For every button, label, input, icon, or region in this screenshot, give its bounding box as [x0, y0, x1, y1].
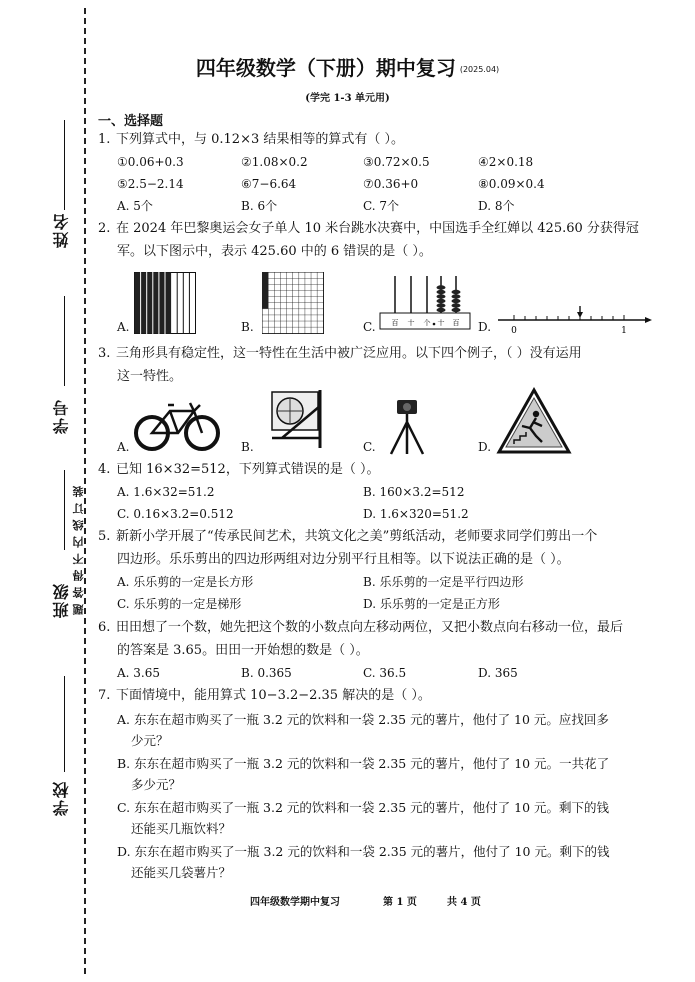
bicycle-image: [132, 397, 222, 455]
q5-option: A. 乐乐剪的一定是长方形: [117, 575, 254, 589]
q5-line2: 四边形。乐乐剪出的四边形两组对边分别平行且相等。以下说法正确的是（ ）。: [117, 552, 570, 567]
q1-item: ③0.72×0.5: [363, 155, 430, 169]
class-line: [64, 470, 65, 550]
q1-item: ⑦0.36+0: [363, 177, 419, 191]
q7-text: 下面情境中，能用算式 10−3.2−2.35 解决的是（ ）。: [116, 688, 431, 703]
abacus-figure: [378, 272, 472, 334]
q1-option: B. 6个: [241, 199, 278, 213]
q7-option-c-cont: 还能买几瓶饮料？: [131, 821, 232, 836]
q1-text: 下列算式中，与 0.12×3 结果相等的算式有（ ）。: [116, 132, 405, 147]
q5-option: B. 乐乐剪的一定是平行四边形: [363, 575, 524, 589]
abacus-label: 十: [407, 319, 415, 327]
title-date: (2025.04): [459, 65, 500, 74]
ac-bracket-image: [268, 388, 334, 454]
footer-page: 第 1 页: [383, 897, 417, 908]
hundredths-grid-figure: [262, 272, 324, 334]
q3-label-a: A.: [117, 440, 130, 454]
numberline-label-0: 0: [511, 326, 517, 336]
q1-option: C. 7个: [363, 199, 400, 213]
id-line: [64, 296, 65, 386]
abacus-label: 个: [423, 319, 431, 327]
q5-option: D. 乐乐剪的一定是正方形: [363, 597, 500, 611]
q3-number: 3.: [98, 346, 111, 361]
q7-option-a-cont: 少元？: [131, 733, 169, 748]
q3-line1: 三角形具有稳定性，这一特性在生活中被广泛应用。以下四个例子，（ ）没有运用: [116, 346, 582, 361]
abacus-label: 十: [437, 319, 445, 327]
q4-number: 4.: [98, 462, 111, 477]
q1-number: 1.: [98, 132, 111, 147]
question-2: [98, 219, 639, 239]
question-4: [98, 460, 379, 480]
q1-item: ⑤2.5−2.14: [117, 177, 184, 191]
q5-option: C. 乐乐剪的一定是梯形: [117, 597, 242, 611]
q2-line1: 在 2024 年巴黎奥运会女子单人 10 米台跳水决赛中，中国选手全红婵以 425.60 分获得冠: [116, 221, 639, 236]
q1-item: ②1.08×0.2: [241, 155, 308, 169]
q6-option: A. 3.65: [117, 666, 161, 680]
q7-number: 7.: [98, 688, 111, 703]
q4-option: C. 0.16×3.2=0.512: [117, 507, 234, 521]
q3-line2: 这一特性。: [117, 369, 183, 384]
q6-option: B. 0.365: [241, 666, 292, 680]
q3-label-c: C.: [363, 440, 376, 454]
q2-label-d: D.: [478, 320, 492, 334]
q7-option-a: A. 东东在超市购买了一瓶 3.2 元的饮料和一袋 2.35 元的薯片，他付了 10 元。应找回多: [117, 712, 609, 727]
q5-number: 5.: [98, 529, 111, 544]
q4-option: D. 1.6×320=51.2: [363, 507, 469, 521]
school-label: 学校: [52, 780, 71, 816]
footer-title: 四年级数学期中复习: [250, 897, 340, 908]
abacus-label: 百: [452, 319, 460, 327]
q6-number: 6.: [98, 620, 111, 635]
q4-text: 已知 16×32=512，下列算式错误的是（ ）。: [116, 462, 380, 477]
school-line: [64, 676, 65, 772]
seal-line-note: 题 答 得 不 内 线 订 装: [72, 485, 85, 615]
title-text: 四年级数学（下册）期中复习: [195, 56, 456, 80]
q4-option: B. 160×3.2=512: [363, 485, 465, 499]
name-line: [64, 120, 65, 210]
q7-option-d: D. 东东在超市购买了一瓶 3.2 元的饮料和一袋 2.35 元的薯片，他付了 10 元。剩下的钱: [117, 844, 610, 859]
page-subtitle: (学完 1-3 单元用): [305, 93, 390, 104]
question-1: [98, 130, 404, 150]
q1-option: D. 8个: [478, 199, 515, 213]
q6-line2: 的答案是 3.65。田田一开始想的数是（ ）。: [117, 643, 369, 658]
q1-option: A. 5个: [117, 199, 153, 213]
numberline-label-1: 1: [621, 326, 627, 336]
q7-option-b-cont: 多少元？: [131, 777, 182, 792]
q6-line1: 田田想了一个数，她先把这个数的小数点向左移动两位，又把小数点向右移动一位，最后: [116, 620, 624, 635]
question-3: [98, 344, 582, 364]
q7-option-b: B. 东东在超市购买了一瓶 3.2 元的饮料和一袋 2.35 元的薯片，他付了 10 元。一共花了: [117, 756, 610, 771]
q1-item: ①0.06+0.3: [117, 155, 184, 169]
q2-label-c: C.: [363, 320, 376, 334]
q4-option: A. 1.6×32=51.2: [117, 485, 215, 499]
q2-line2: 军。以下图示中，表示 425.60 中的 6 错误的是（ ）。: [117, 244, 432, 259]
question-5: [98, 527, 597, 547]
name-label: 姓名: [52, 212, 71, 248]
q1-item: ⑥7−6.64: [241, 177, 297, 191]
warning-sign-image: [496, 386, 572, 456]
q2-label-a: A.: [117, 320, 130, 334]
question-7: [98, 686, 431, 706]
page-title: [0, 52, 695, 81]
q7-option-d-cont: 还能买几袋薯片？: [131, 865, 232, 880]
section-heading: 一、选择题: [98, 114, 164, 129]
q7-option-c: C. 东东在超市购买了一瓶 3.2 元的饮料和一袋 2.35 元的薯片，他付了 10 元。剩下的钱: [117, 800, 610, 815]
q2-label-b: B.: [241, 320, 254, 334]
q6-option: D. 365: [478, 666, 518, 680]
abacus-label: 百: [391, 319, 399, 327]
q1-item: ④2×0.18: [478, 155, 534, 169]
q3-label-b: B.: [241, 440, 254, 454]
footer-total: 共 4 页: [447, 897, 481, 908]
q5-line1: 新新小学开展了“传承民间艺术，共筑文化之美”剪纸活动，老师要求同学们剪出一个: [116, 529, 598, 544]
q3-label-d: D.: [478, 440, 492, 454]
class-label: 班级: [52, 582, 71, 618]
id-label: 学号: [52, 398, 71, 434]
question-6: [98, 618, 623, 638]
q6-option: C. 36.5: [363, 666, 407, 680]
camera-tripod-image: [383, 396, 433, 456]
tenths-bars-figure: [134, 272, 196, 334]
q2-number: 2.: [98, 221, 111, 236]
number-line-figure: [494, 300, 654, 336]
q1-item: ⑧0.09×0.4: [478, 177, 545, 191]
